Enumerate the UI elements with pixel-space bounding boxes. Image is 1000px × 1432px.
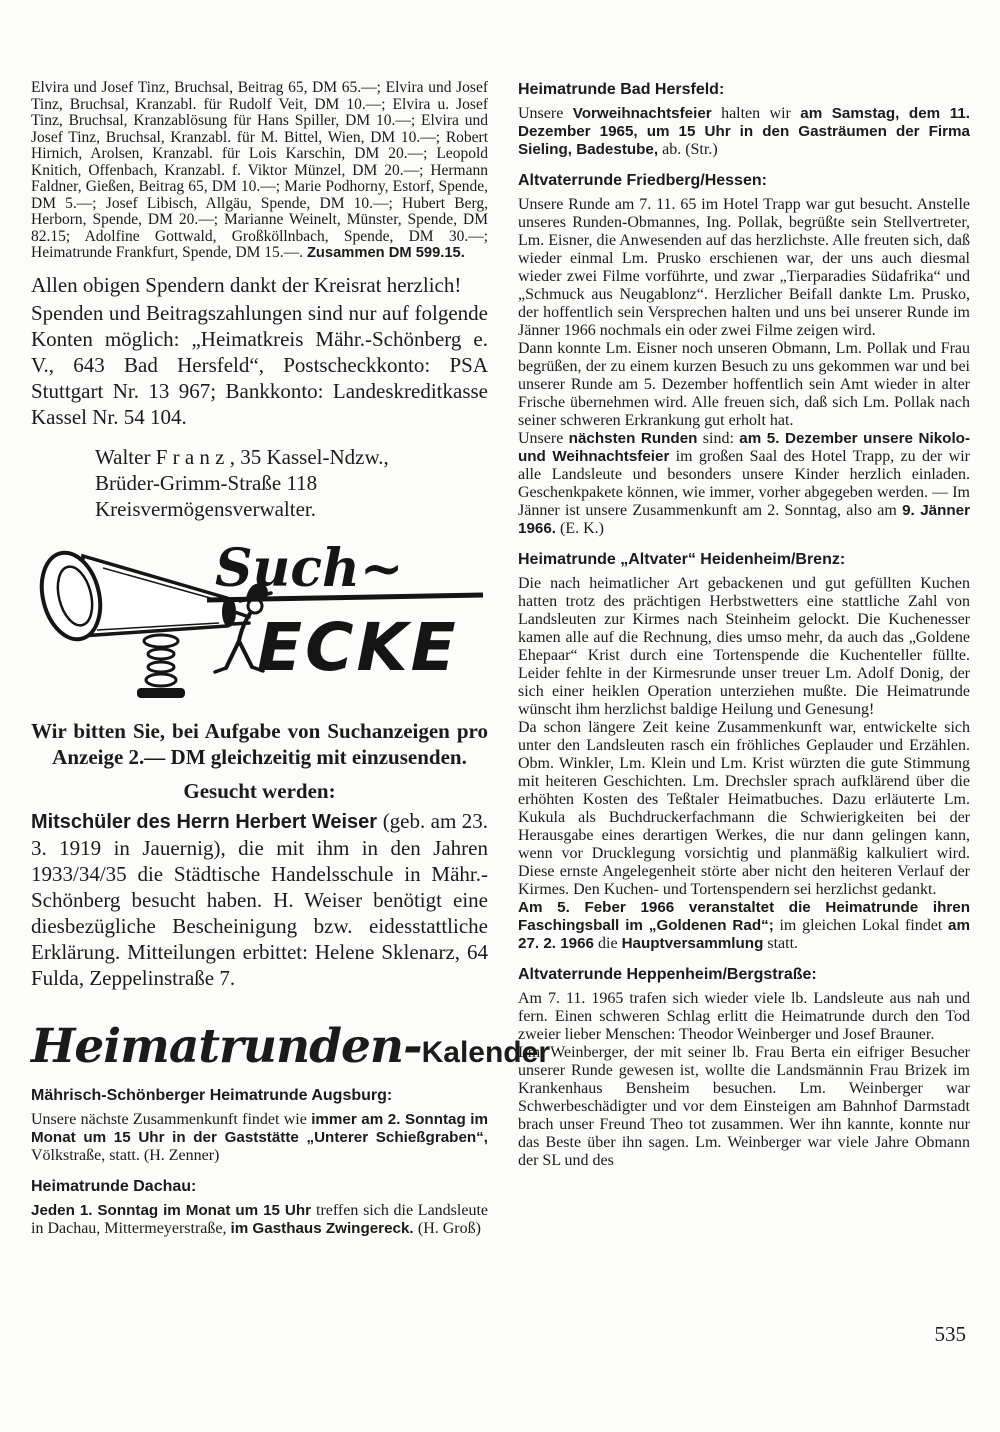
gesucht-heading: Gesucht werden: [183,778,336,803]
section-heading-augsburg: Mährisch-Schönberger Heimatrunde Augsburg: [31,1086,393,1104]
heidenheim-paragraph-3 [518,899,970,953]
bold-text-segment: Zusammen DM 599.15. [306,245,465,261]
signature-line-3: Kreisvermögensverwalter. [95,496,317,521]
signature-block [95,444,488,522]
section-body-augsburg [31,1111,488,1165]
signature-line-1: Walter F r a n z , 35 Kassel-Ndzw., [95,444,389,469]
thanks-paragraph: Allen obigen Spendern dankt der Kreisrat herzlich! [31,272,462,297]
bold-text-segment: Mitschüler des Herrn Herbert Weiser [31,810,383,833]
section-heading-dachau: Heimatrunde Dachau: [31,1177,197,1195]
friedberg-paragraph-2: Dann konnte Lm. Eisner noch unseren Obmann, Lm. Pollak und Frau begrüßen, der zu einem kurzen Besuch zu uns gekommen war und bei unserer Runde am 5. Dezember hoffentlich sein Amt wieder in alter Frische übernehmen wird. Alle freuen sich, daß sich Lm. Pollak nach seiner schweren Erkrankung gut erholt hat. [518,340,970,429]
suchanzeigen-notice: Wir bitten Sie, bei Aufgabe von Suchanzeigen pro Anzeige 2.— DM gleichzeitig mit einzusenden. [31,718,488,769]
text-segment: (geb. am 23. 3. 1919 in Jauernig), die mit ihm in den Jahren 1933/34/35 die Städtische Handelsschule in Mähr.-Schönberg besucht haben. H. Weiser benötigt eine diesbezügliche Bescheinigung bzw. eidesstattliche Erklärung. Mitteilungen erbittet: Helene Sklenarz, 64 Fulda, Zeppelinstraße 7. [31,808,488,990]
page-number: 535 [934,1322,966,1346]
donor-list-paragraph [31,80,488,262]
text-segment: im großen Saal des Hotel Trapp, zu der wir alle Landsleute und besonders unsere Kinder herzlich einladen. Geschenkpakete können, wie immer, vorher abgegeben werden. — Im Jänner ist unsere Zusammenkunft am 2. Sonntag, also am [518,448,971,519]
section-heading-friedberg: Altvaterrunde Friedberg/Hessen: [518,172,767,189]
section-heading-heidenheim: Heimatrunde „Altvater“ Heidenheim/Brenz: [518,551,846,568]
text-segment: ab. (Str.) [658,141,718,158]
text-segment: Unsere [518,430,569,447]
bold-text-segment: im Gasthaus Zwingereck. [230,1219,418,1237]
bold-text-segment: 9. Jänner 1966. [518,502,971,537]
text-segment: im gleichen Lokal findet [773,917,949,934]
kalender-script-part: Heimatrunden- [31,1018,422,1074]
friedberg-paragraph-3 [518,430,970,538]
such-ecke-graphic [31,540,488,712]
accounts-paragraph: Spenden und Beitragszahlungen sind nur auf folgende Konten möglich: „Heimatkreis Mähr.-Schönberg e. V., 643 Bad Hersfeld“, Postscheckkonto: PSA Stuttgart Nr. 13 967; Bankkonto: Landeskreditkasse Kassel Nr. 54 104. [31,300,488,429]
text-segment: Unsere nächste Zusammenkunft findet wie [31,1110,312,1128]
heidenheim-paragraph-1: Die nach heimatlicher Art gebackenen und gut gefüllten Kuchen hatten trotz des prächtigen Herbstwetters eine stattliche Zahl von Landsleuten zur Kirmes nach Steinheim gelockt. Die Kuchenesser kamen alle auf die Rechnung, dies umso mehr, da auch das „Goldene Ehepaar“ Krist durch eine Tortenspende die Kuchenteller füllte. Leider fehlte in der Kirmesrunde unser treuer Lm. Adolf Donig, der sich einer heiklen Operation unterziehen mußte. Die Heimatrunde wünscht ihm herzlichst baldige Heilung und Genesung! [518,575,970,718]
text-segment: treffen sich die Landsleute in Dachau, Mittermeyerstraße, [31,1201,489,1237]
text-segment: halten wir [711,105,801,122]
kalender-heading [31,1018,550,1074]
bold-text-segment: Vorweihnachtsfeier [572,105,712,122]
megaphone-icon [33,546,236,645]
bold-text-segment: Am 5. Feber 1966 veranstaltet die Heimatrunde ihren Faschingsball im „Goldenen Rad“; [518,899,970,934]
text-segment: Völkstraße, statt. (H. Zenner) [31,1146,220,1164]
gesucht-paragraph [31,808,488,991]
heppenheim-paragraph-2: Lm. Weinberger, der mit seiner lb. Frau Berta ein eifriger Besucher unserer Runde gewesen ist, wollte die Landsmännin Frau Brizek im Krankenhaus Bensheim besuchen. Lm. Weinberger war Schwerbeschädigter und vor dem Einsteigen am Bahnhof Darmstadt brach unser Freund Theo tot zusammen. Wer ihn kannte, konnte nur das Beste über ihn sagen. Lm. Weinberger war viele Jahre Obmann der SL und des [518,1044,970,1169]
bold-text-segment: am 5. Dezember unsere Nikolo- und Weihnachtsfeier [518,430,970,465]
text-segment: sind: [697,430,740,447]
ecke-text: ECKE [257,608,459,686]
bold-text-segment: Hauptversammlung [621,935,764,952]
section-heading-bad-hersfeld: Heimatrunde Bad Hersfeld: [518,81,725,98]
text-segment: Unsere [518,105,573,122]
such-ecke-illustration [31,540,488,712]
text-segment: (H. Groß) [417,1219,481,1237]
text-segment: Elvira und Josef Tinz, Bruchsal, Beitrag 65, DM 65.—; Elvira und Josef Tinz, Bruchsal, Kranzabl. für Rudolf Veit, DM 10.—; Elvira u. Josef Tinz, Bruchsal, Kranzablösung für Hans Spiller, DM 10.—; Elvira und Josef Tinz, Bruchsal, Kranzabl. für M. Bittel, Wien, DM 10.—; Robert Hirnich, Arolsen, Kranzabl. für Lois Karschin, DM 20.—; Leopold Knitich, Offenbach, Kranzabl. f. Viktor Münzel, DM 20.—; Hermann Faldner, Gießen, Beitrag 65, DM 10.—; Marie Podhorny, Estorf, Spende, DM 5.—; Josef Libisch, Allgäu, Spende, DM 10.—; Hubert Berg, Herborn, Spende, DM 20.—; Marianne Weinelt, Münster, Spende, DM 82.15; Adolfine Gottwald, Großköllnbach, Spende, DM 30.—; Heimatrunde Frankfurt, Spende, DM 15.—. [31,79,488,261]
bold-text-segment: nächsten Runden [568,430,698,447]
bold-text-segment: immer am 2. Sonntag im Monat um 15 Uhr in der Gaststätte „Unterer Schießgraben“, [31,1110,489,1146]
megaphone-stand-icon [137,635,185,698]
heidenheim-paragraph-2: Da schon längere Zeit keine Zusammenkunft war, entwickelte sich unter den Landsleuten rasch ein fröhliches Geplauder und Erzählen. Obm. Winkler, Lm. Klein und Lm. Krist würzten die gute Stimmung mit heiteren Geschichten. Lm. Drechsler sprach aufklärend über die erhöhten Kosten des Teßtaler Heimatbuches. Dazu erläuterte Lm. Kukula als Buchdruckerfachmann die Schwierigkeiten bei der Herausgabe eines derartigen Werkes, die nur dann gelingen kann, wenn vor Drucklegung vorsichtig und planmäßig kalkuliert wird. Diese ernste Angelegenheit störte aber nicht den heiteren Verlauf der Kirmes. Den Kuchen- und Tortenspendern sei herzlichst gedankt. [518,719,970,898]
section-body-dachau [31,1202,488,1238]
bold-text-segment: Jeden 1. Sonntag im Monat um 15 Uhr [31,1201,317,1219]
section-body-bad-hersfeld [518,105,970,159]
text-segment: statt. [763,935,799,952]
bold-text-segment: am Samstag, dem 11. Dezember 1965, um 15 Uhr in den Gasträumen der Firma Sieling, Badestube, [518,105,971,158]
text-segment: (E. K.) [556,520,604,537]
text-segment: die [594,935,622,952]
such-script-text: Such~ [215,539,404,599]
heppenheim-paragraph-1: Am 7. 11. 1965 trafen sich wieder viele lb. Landsleute aus nah und fern. Einen schweren Schlag erlitt die Heimatrunde durch den Tod zweier lieber Menschen: Theodor Weinberger und Josef Brauner. [518,990,970,1043]
right-column [518,80,970,1170]
left-column [31,79,550,1238]
signature-line-2: Brüder-Grimm-Straße 118 [95,470,318,495]
bold-text-segment: am 27. 2. 1966 [518,917,970,952]
section-heading-heppenheim: Altvaterrunde Heppenheim/Bergstraße: [518,966,817,983]
friedberg-paragraph-1: Unsere Runde am 7. 11. 65 im Hotel Trapp war gut besucht. Anstelle unseres Runden-Obmannes, Ing. Pollak, begrüßte sein Stellvertreter, Lm. Eisner, die Anwesenden auf das herzlichste. Alle freuten sich, daß wieder einmal Lm. Prusko erschienen war, der uns auch diesmal wieder zwei Filme vorführte, und zwar „Tierparadies Südafrika“ und „Schmuck aus Neugablonz“. Herzlicher Beifall dankte Lm. Prusko, der hoffentlich sein Versprechen halten und uns bei unserer Runde im Jänner 1966 nochmals ein oder zwei Filme zeigen wird. [518,196,970,339]
kalender-bold-part: Kalender [421,1035,550,1069]
